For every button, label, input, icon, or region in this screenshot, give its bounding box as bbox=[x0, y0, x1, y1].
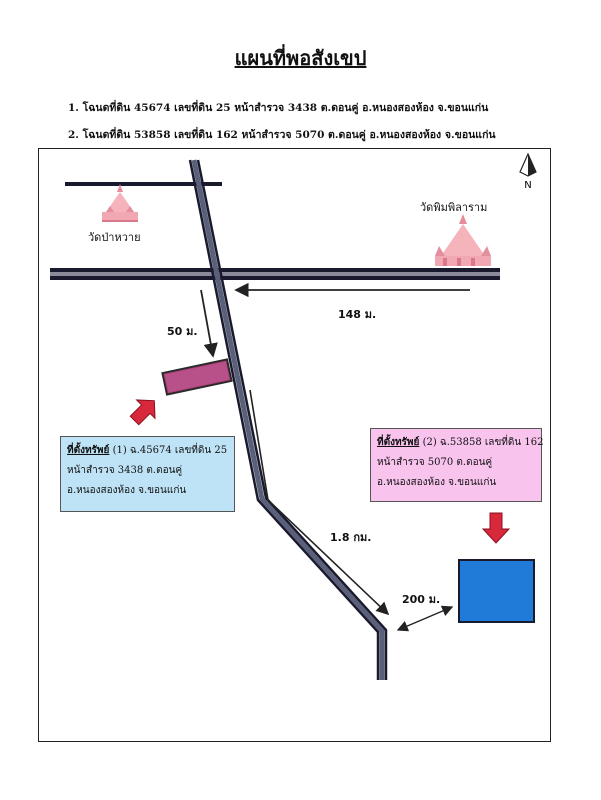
distance-1-8km: 1.8 กม. bbox=[330, 531, 372, 544]
arrow-1-8km bbox=[250, 390, 388, 614]
property-1-location: อ.หนองสองห้อง จ.ขอนแก่น bbox=[67, 485, 187, 496]
arrow-50m bbox=[201, 290, 213, 356]
north-arrow-icon bbox=[520, 154, 536, 176]
map-title: แผนที่พอสังเขป bbox=[234, 46, 367, 70]
deed-line-2: 2. โฉนดที่ดิน 53858 เลขที่ดิน 162 หน้าสำรวจ 5070 ต.ดอนคู่ อ.หนองสองห้อง จ.ขอนแก่น bbox=[68, 129, 496, 141]
temple-left-icon bbox=[102, 184, 138, 222]
arrow-200m bbox=[398, 607, 452, 630]
pointer-arrow-plot-2 bbox=[483, 513, 509, 543]
road-main-east-west bbox=[50, 270, 500, 278]
compass-label: N bbox=[524, 180, 532, 191]
temple-right-icon bbox=[435, 214, 491, 266]
distance-200m: 200 ม. bbox=[402, 593, 441, 606]
pointer-arrow-plot-1 bbox=[125, 391, 163, 429]
property-2-location: อ.หนองสองห้อง จ.ขอนแก่น bbox=[377, 477, 497, 488]
property-2-box bbox=[370, 428, 542, 502]
temple-left-label: วัดป่าหวาย bbox=[88, 231, 141, 244]
property-2-deed: (2) ฉ.53858 เลขที่ดิน 162 bbox=[419, 437, 544, 448]
property-2-survey: หน้าสำรวจ 5070 ต.ดอนคู่ bbox=[377, 457, 493, 468]
property-1-box bbox=[60, 436, 235, 512]
distance-148m: 148 ม. bbox=[338, 308, 377, 321]
road-main-south-fill bbox=[194, 160, 382, 680]
distance-50m: 50 ม. bbox=[167, 325, 198, 338]
property-2-heading: ที่ตั้งทรัพย์ bbox=[377, 437, 420, 448]
property-1-survey: หน้าสำรวจ 3438 ต.ดอนคู่ bbox=[67, 465, 183, 476]
plot-2 bbox=[459, 560, 534, 622]
temple-right-label: วัดพิมพิลาราม bbox=[420, 201, 488, 214]
deed-line-1: 1. โฉนดที่ดิน 45674 เลขที่ดิน 25 หน้าสำรวจ 3438 ต.ดอนคู่ อ.หนองสองห้อง จ.ขอนแก่น bbox=[68, 102, 489, 114]
property-1-deed: (1) ฉ.45674 เลขที่ดิน 25 bbox=[109, 445, 228, 456]
property-1-heading: ที่ตั้งทรัพย์ bbox=[67, 445, 110, 456]
